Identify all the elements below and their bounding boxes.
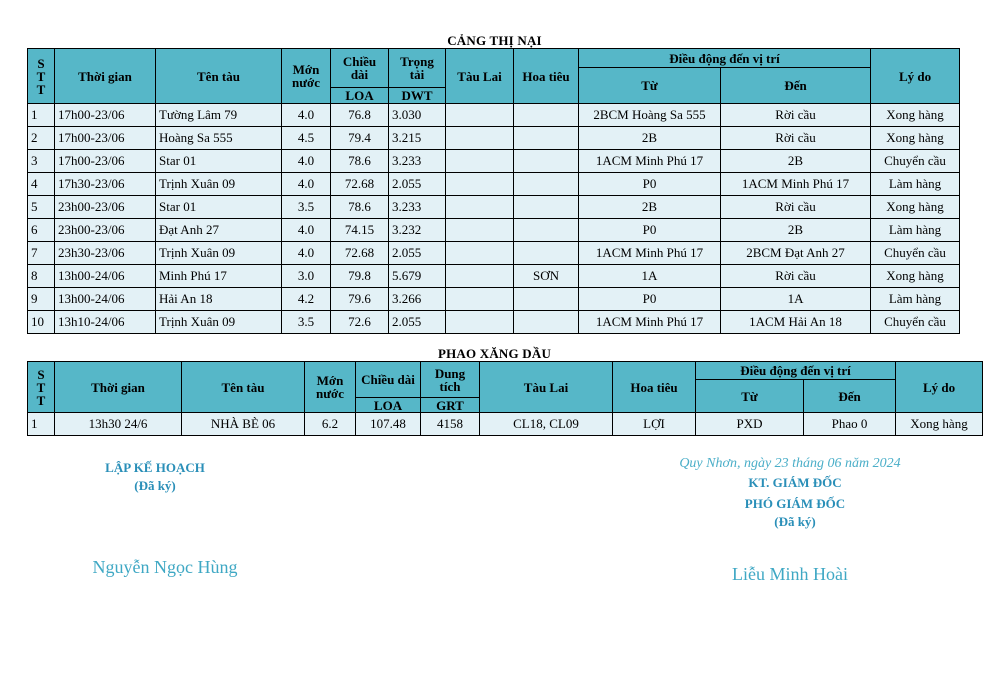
cell-reason: Xong hàng	[871, 196, 960, 219]
cell-dwt: 2.055	[389, 311, 446, 334]
cell-to: Rời cầu	[721, 104, 871, 127]
cell-stt: 3	[28, 150, 55, 173]
cell-tug	[446, 104, 514, 127]
cell-stt: 4	[28, 173, 55, 196]
header-ship: Tên tàu	[156, 49, 282, 104]
cell-tug	[446, 265, 514, 288]
cell-stt: 8	[28, 265, 55, 288]
cell-loa: 76.8	[331, 104, 389, 127]
cell-reason: Làm hàng	[871, 288, 960, 311]
cell-from: 2BCM Hoàng Sa 555	[579, 104, 721, 127]
cell-draft: 4.0	[282, 173, 331, 196]
cell-to: 2B	[721, 150, 871, 173]
cell-ship: Trịnh Xuân 09	[156, 311, 282, 334]
planner-name: Nguyễn Ngọc Hùng	[92, 557, 238, 577]
cell-dwt: 3.030	[389, 104, 446, 127]
header-from: Từ	[579, 68, 721, 104]
cell-loa: 79.4	[331, 127, 389, 150]
cell-ship: NHÀ BÈ 06	[182, 413, 305, 436]
cell-stt: 9	[28, 288, 55, 311]
cell-tug	[446, 219, 514, 242]
cell-stt: 5	[28, 196, 55, 219]
cell-tug	[446, 150, 514, 173]
cell-stt: 7	[28, 242, 55, 265]
cell-to: 2B	[721, 219, 871, 242]
section2-title: PHAO XĂNG DẦU	[437, 346, 552, 361]
cell-time: 17h00-23/06	[55, 127, 156, 150]
cell-tug	[446, 311, 514, 334]
cell-loa: 107.48	[356, 413, 421, 436]
cell-to: 1ACM Hải An 18	[721, 311, 871, 334]
cell-loa: 72.68	[331, 173, 389, 196]
cell-ship: Trịnh Xuân 09	[156, 242, 282, 265]
cell-reason: Xong hàng	[871, 265, 960, 288]
cell-ship: Star 01	[156, 150, 282, 173]
cell-from: PXD	[696, 413, 804, 436]
fuel-buoy-table	[27, 361, 983, 436]
header-loa: LOA	[331, 88, 389, 104]
section1-title: CẢNG THỊ NẠI	[447, 33, 542, 48]
director-title-1: KT. GIÁM ĐỐC	[748, 475, 842, 490]
cell-draft: 3.5	[282, 311, 331, 334]
cell-draft: 3.5	[282, 196, 331, 219]
table-row	[28, 219, 960, 242]
header-capacity: Dung tích	[421, 362, 480, 398]
cell-reason: Xong hàng	[871, 104, 960, 127]
cell-draft: 4.0	[282, 242, 331, 265]
port-schedule-table	[27, 48, 960, 334]
header-tug: Tàu Lai	[446, 49, 514, 104]
planner-signature-block	[60, 458, 250, 494]
cell-loa: 79.6	[331, 288, 389, 311]
cell-dwt: 2.055	[389, 242, 446, 265]
header-reason: Lý do	[896, 362, 983, 413]
table-row	[28, 196, 960, 219]
cell-loa: 78.6	[331, 150, 389, 173]
header-move: Điều động đến vị trí	[696, 362, 896, 380]
cell-draft: 4.5	[282, 127, 331, 150]
header-time: Thời gian	[55, 362, 182, 413]
cell-from: 1ACM Minh Phú 17	[579, 311, 721, 334]
cell-draft: 6.2	[305, 413, 356, 436]
header-stt: S T T	[28, 362, 55, 413]
cell-tug	[446, 288, 514, 311]
cell-reason: Chuyển cầu	[871, 150, 960, 173]
cell-time: 23h00-23/06	[55, 196, 156, 219]
cell-stt: 2	[28, 127, 55, 150]
cell-to: Rời cầu	[721, 127, 871, 150]
cell-dwt: 3.233	[389, 150, 446, 173]
cell-ship: Hoàng Sa 555	[156, 127, 282, 150]
cell-ship: Tường Lâm 79	[156, 104, 282, 127]
cell-tug	[446, 173, 514, 196]
cell-draft: 4.0	[282, 150, 331, 173]
cell-pilot	[514, 288, 579, 311]
cell-ship: Star 01	[156, 196, 282, 219]
cell-dwt: 2.055	[389, 173, 446, 196]
cell-reason: Làm hàng	[871, 173, 960, 196]
table-row	[28, 173, 960, 196]
cell-stt: 1	[28, 104, 55, 127]
cell-pilot	[514, 219, 579, 242]
table-row	[28, 104, 960, 127]
cell-tug: CL18, CL09	[480, 413, 613, 436]
header-grt: GRT	[421, 398, 480, 413]
cell-pilot: SƠN	[514, 265, 579, 288]
table-row	[28, 288, 960, 311]
cell-from: 1A	[579, 265, 721, 288]
director-name: Liễu Minh Hoài	[732, 564, 848, 584]
cell-ship: Trịnh Xuân 09	[156, 173, 282, 196]
cell-to: 1ACM Minh Phú 17	[721, 173, 871, 196]
cell-dwt: 3.266	[389, 288, 446, 311]
header-ship: Tên tàu	[182, 362, 305, 413]
cell-tug	[446, 196, 514, 219]
cell-ship: Minh Phú 17	[156, 265, 282, 288]
cell-time: 17h00-23/06	[55, 104, 156, 127]
header-length: Chiều dài	[331, 49, 389, 88]
cell-from: P0	[579, 173, 721, 196]
table-row	[28, 127, 960, 150]
cell-pilot	[514, 150, 579, 173]
cell-reason: Xong hàng	[896, 413, 983, 436]
planner-signed-note: (Đã ký)	[134, 478, 176, 493]
cell-dwt: 3.232	[389, 219, 446, 242]
header-loa: LOA	[356, 398, 421, 413]
cell-grt: 4158	[421, 413, 480, 436]
cell-time: 23h00-23/06	[55, 219, 156, 242]
cell-to: 2BCM Đạt Anh 27	[721, 242, 871, 265]
cell-reason: Làm hàng	[871, 219, 960, 242]
cell-tug	[446, 242, 514, 265]
header-draft: Mớn nước	[282, 49, 331, 104]
table-row	[28, 265, 960, 288]
cell-pilot	[514, 173, 579, 196]
header-dwt: DWT	[389, 88, 446, 104]
cell-pilot	[514, 196, 579, 219]
cell-time: 13h00-24/06	[55, 288, 156, 311]
header-to: Đến	[721, 68, 871, 104]
header-draft: Mớn nước	[305, 362, 356, 413]
header-move: Điều động đến vị trí	[579, 49, 871, 68]
cell-from: P0	[579, 288, 721, 311]
cell-pilot	[514, 242, 579, 265]
cell-time: 17h00-23/06	[55, 150, 156, 173]
header-tonnage: Trọng tải	[389, 49, 446, 88]
table-row	[28, 311, 960, 334]
cell-dwt: 5.679	[389, 265, 446, 288]
cell-draft: 4.2	[282, 288, 331, 311]
cell-from: 1ACM Minh Phú 17	[579, 242, 721, 265]
cell-loa: 79.8	[331, 265, 389, 288]
cell-ship: Hải An 18	[156, 288, 282, 311]
cell-stt: 6	[28, 219, 55, 242]
cell-dwt: 3.215	[389, 127, 446, 150]
cell-time: 17h30-23/06	[55, 173, 156, 196]
cell-pilot	[514, 127, 579, 150]
cell-ship: Đạt Anh 27	[156, 219, 282, 242]
signature-date: Quy Nhơn, ngày 23 tháng 06 năm 2024	[679, 456, 901, 471]
cell-to: Rời cầu	[721, 265, 871, 288]
cell-draft: 4.0	[282, 219, 331, 242]
cell-from: 2B	[579, 196, 721, 219]
header-from: Từ	[696, 380, 804, 413]
header-reason: Lý do	[871, 49, 960, 104]
cell-to: 1A	[721, 288, 871, 311]
cell-draft: 3.0	[282, 265, 331, 288]
cell-stt: 10	[28, 311, 55, 334]
cell-draft: 4.0	[282, 104, 331, 127]
header-tug: Tàu Lai	[480, 362, 613, 413]
cell-reason: Xong hàng	[871, 127, 960, 150]
cell-to: Rời cầu	[721, 196, 871, 219]
cell-pilot	[514, 104, 579, 127]
cell-from: 2B	[579, 127, 721, 150]
cell-reason: Chuyển cầu	[871, 242, 960, 265]
table-row	[28, 242, 960, 265]
director-signature-block	[650, 454, 930, 530]
cell-from: 1ACM Minh Phú 17	[579, 150, 721, 173]
director-title-2: PHÓ GIÁM ĐỐC	[744, 496, 846, 511]
table-row	[28, 150, 960, 173]
cell-time: 13h00-24/06	[55, 265, 156, 288]
cell-pilot: LỢI	[613, 413, 696, 436]
planner-title: LẬP KẾ HOẠCH	[105, 460, 205, 475]
header-length: Chiều dài	[356, 362, 421, 398]
cell-stt: 1	[28, 413, 55, 436]
cell-loa: 72.6	[331, 311, 389, 334]
table-row	[28, 413, 983, 436]
cell-tug	[446, 127, 514, 150]
header-stt: S T T	[28, 49, 55, 104]
header-pilot: Hoa tiêu	[514, 49, 579, 104]
cell-loa: 78.6	[331, 196, 389, 219]
cell-reason: Chuyển cầu	[871, 311, 960, 334]
header-to: Đến	[804, 380, 896, 413]
cell-loa: 72.68	[331, 242, 389, 265]
cell-pilot	[514, 311, 579, 334]
cell-time: 13h30 24/6	[55, 413, 182, 436]
director-signed-note: (Đã ký)	[774, 514, 816, 529]
cell-time: 13h10-24/06	[55, 311, 156, 334]
cell-loa: 74.15	[331, 219, 389, 242]
header-time: Thời gian	[55, 49, 156, 104]
cell-time: 23h30-23/06	[55, 242, 156, 265]
cell-to: Phao 0	[804, 413, 896, 436]
cell-dwt: 3.233	[389, 196, 446, 219]
header-pilot: Hoa tiêu	[613, 362, 696, 413]
cell-from: P0	[579, 219, 721, 242]
